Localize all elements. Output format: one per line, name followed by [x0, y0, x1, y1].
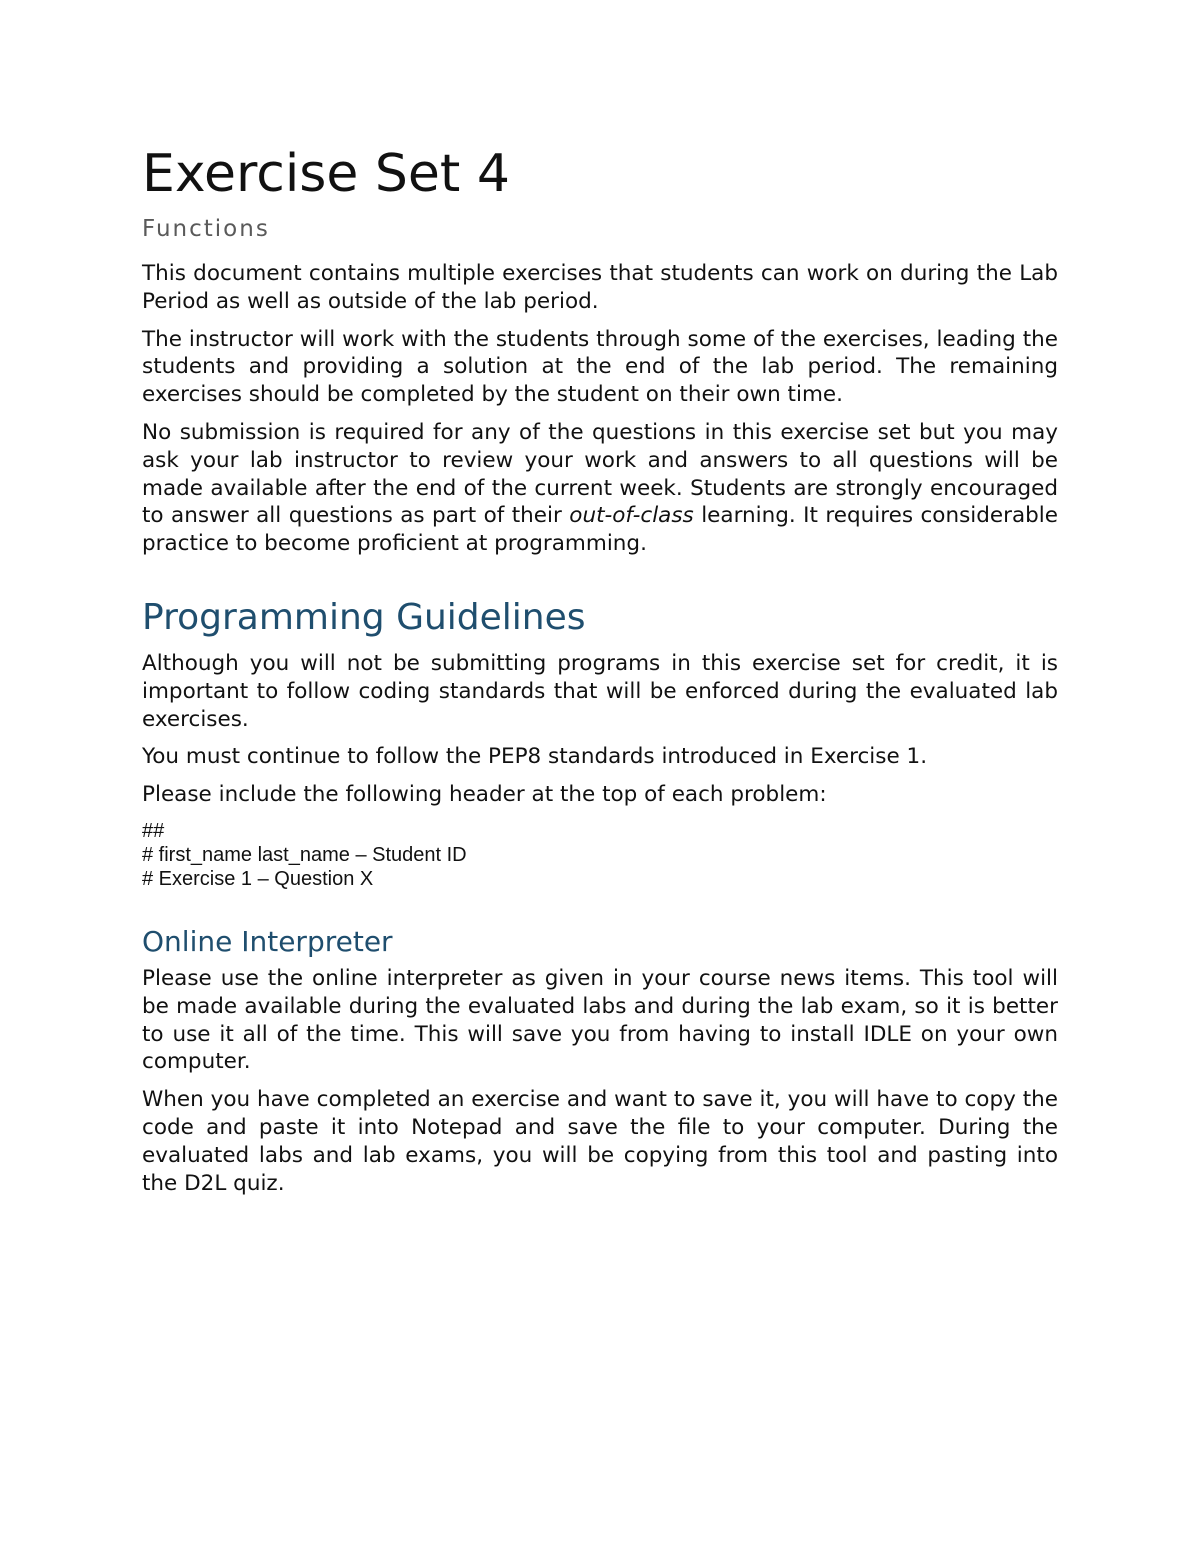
document-subtitle: Functions [142, 216, 270, 242]
intro-paragraph-3-text-a: No submission is required for any of the questions in this exercise set but you may ask your lab instructor to review your work and answers to all questions will be made available after the end of the current week. Students are strongly encouraged to answer all questions as part of their [142, 419, 1058, 529]
intro-paragraph-2: The instructor will work with the students through some of the exercises, leading the students and providing a solution at the end of the lab period. The remaining exercises should be completed by the student on their own time. [142, 326, 1058, 408]
interpreter-heading: Online Interpreter [142, 924, 393, 958]
interpreter-paragraph-1: Please use the online interpreter as given in your course news items. This tool will be made available during the evaluated labs and during the lab exam, so it is better to use it all of the time. This will save you from having to install IDLE on your own computer. [142, 965, 1058, 1075]
intro-paragraph-1: This document contains multiple exercises that students can work on during the Lab Period as well as outside of the lab period. [142, 261, 1058, 314]
interpreter-paragraph-2: When you have completed an exercise and want to save it, you will have to copy the code and paste it into Notepad and save the file to your computer. During the evaluated labs and lab exams, you will be copying from this tool and pasting into the D2L quiz. [142, 1087, 1058, 1196]
intro-paragraph-3-text-b: learning. It requires considerable practice to become proficient at programming. [142, 503, 1058, 557]
intro-paragraph-3 [142, 419, 1058, 558]
document-title: Exercise Set 4 [142, 144, 510, 204]
guidelines-paragraph-3: Please include the following header at the top of each problem: [142, 782, 827, 808]
header-code-block [142, 819, 1058, 891]
code-line: # first_name last_name – Student ID [142, 843, 467, 866]
guidelines-heading: Programming Guidelines [142, 596, 586, 638]
guidelines-paragraph-1: Although you will not be submitting programs in this exercise set for credit, it is important to follow coding standards that will be enforced during the evaluated lab exercises. [142, 650, 1058, 732]
code-line: # Exercise 1 – Question X [142, 867, 374, 890]
out-of-class-emphasis: out-of-class [569, 503, 694, 529]
code-line: ## [142, 819, 165, 842]
guidelines-paragraph-2: You must continue to follow the PEP8 standards introduced in Exercise 1. [142, 744, 928, 770]
document-page [142, 138, 1058, 1207]
